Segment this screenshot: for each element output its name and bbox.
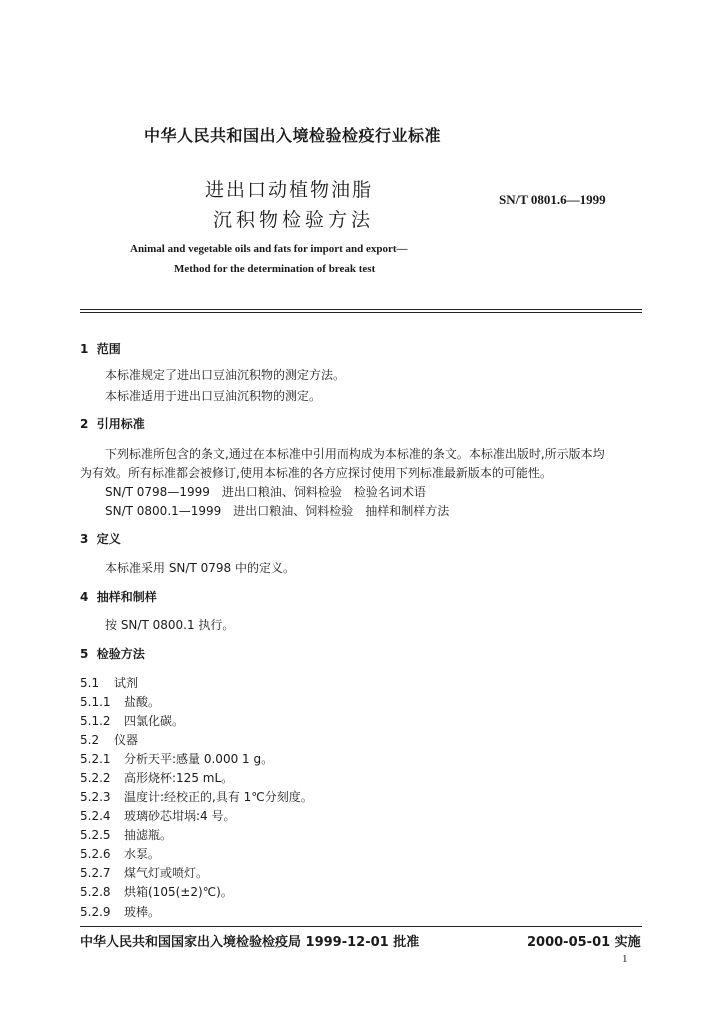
clause-5-2-1: [80, 750, 273, 767]
clause-title: 仪器: [114, 733, 139, 747]
clause-number: 5.2.3: [80, 790, 111, 804]
document-title-line2: 沉积物检验方法: [213, 209, 375, 231]
clause-title: 试剂: [114, 676, 139, 690]
clause-number: 5.2.5: [80, 828, 111, 842]
clause-text: 烘箱(105(±2)℃)。: [124, 885, 233, 899]
section-number: 1: [80, 342, 89, 356]
section-3-heading: [80, 530, 121, 547]
clause-5-1-2: [80, 712, 184, 729]
clause-number: 5.1.1: [80, 695, 111, 709]
section-1-heading: [80, 340, 121, 357]
clause-text: 抽滤瓶。: [124, 828, 173, 842]
standard-number: SN/T 0801.6—1999: [499, 192, 606, 207]
clause-number: 5.2.6: [80, 847, 111, 861]
reference-2: SN/T 0800.1—1999 进出口粮油、饲料检验 抽样和制样方法: [105, 504, 450, 518]
clause-text: 四氯化碳。: [124, 714, 185, 728]
clause-number: 5.2.8: [80, 885, 111, 899]
section-3-para-1: 本标准采用 SN/T 0798 中的定义。: [105, 561, 295, 575]
clause-5-2-4: [80, 807, 236, 824]
clause-text: 温度计:经校正的,具有 1℃分刻度。: [124, 790, 313, 804]
implementation-date: 2000-05-01 实施: [527, 935, 641, 950]
subsection-5-1: [80, 674, 138, 691]
header-rule: [80, 309, 642, 310]
clause-number: 5.1: [80, 676, 100, 690]
clause-text: 高形烧杯:125 mL。: [124, 771, 234, 785]
document-title-line1: 进出口动植物油脂: [205, 179, 374, 201]
clause-number: 5.2.4: [80, 809, 111, 823]
clause-text: 水泵。: [124, 847, 161, 861]
clause-5-2-7: [80, 864, 208, 881]
clause-text: 分析天平:感量 0.000 1 g。: [124, 752, 274, 766]
section-number: 3: [80, 532, 89, 546]
english-title-line1: Animal and vegetable oils and fats for import and export—: [130, 243, 408, 255]
clause-text: 煤气灯或喷灯。: [124, 866, 209, 880]
clause-5-2-8: [80, 883, 233, 900]
clause-number: 5.1.2: [80, 714, 111, 728]
header-rule-double: [80, 312, 642, 313]
page-number: 1: [622, 953, 628, 965]
section-title: 范围: [96, 342, 121, 356]
clause-5-2-3: [80, 788, 313, 805]
english-title-line2: Method for the determination of break test: [174, 263, 376, 275]
clause-number: 5.2.2: [80, 771, 111, 785]
subsection-5-2: [80, 731, 138, 748]
section-1-para-2: 本标准适用于进出口豆油沉积物的测定。: [105, 389, 322, 403]
issuing-authority: 中华人民共和国出入境检验检疫行业标准: [144, 126, 442, 145]
section-number: 2: [80, 417, 89, 431]
clause-5-2-5: [80, 826, 172, 843]
clause-5-2-9: [80, 903, 160, 920]
footer-rule: [80, 926, 642, 927]
section-number: 5: [80, 647, 89, 661]
clause-number: 5.2: [80, 733, 100, 747]
section-title: 引用标准: [96, 417, 145, 431]
clause-number: 5.2.9: [80, 905, 111, 919]
clause-5-1-1: [80, 693, 160, 710]
clause-text: 盐酸。: [124, 695, 161, 709]
section-1-para-1: 本标准规定了进出口豆油沉积物的测定方法。: [105, 368, 346, 382]
clause-number: 5.2.1: [80, 752, 111, 766]
section-4-para-1: 按 SN/T 0800.1 执行。: [105, 618, 235, 632]
section-2-para-line-1: 下列标准所包含的条文,通过在本标准中引用而构成为本标准的条文。本标准出版时,所示版本均: [105, 447, 605, 461]
clause-text: 玻棒。: [124, 905, 161, 919]
section-2-heading: [80, 415, 145, 432]
clause-5-2-6: [80, 845, 160, 862]
section-5-heading: [80, 645, 145, 662]
clause-5-2-2: [80, 769, 233, 786]
section-number: 4: [80, 590, 89, 604]
section-title: 定义: [96, 532, 121, 546]
section-title: 抽样和制样: [96, 590, 157, 604]
section-title: 检验方法: [96, 647, 145, 661]
section-4-heading: [80, 588, 157, 605]
clause-text: 玻璃砂芯坩埚:4 号。: [124, 809, 236, 823]
section-2-para-line-2: 为有效。所有标准都会被修订,使用本标准的各方应探讨使用下列标准最新版本的可能性。: [80, 466, 552, 480]
approval-statement: 中华人民共和国国家出入境检验检疫局 1999-12-01 批准: [80, 935, 420, 950]
reference-1: SN/T 0798—1999 进出口粮油、饲料检验 检验名词术语: [105, 485, 426, 499]
clause-number: 5.2.7: [80, 866, 111, 880]
